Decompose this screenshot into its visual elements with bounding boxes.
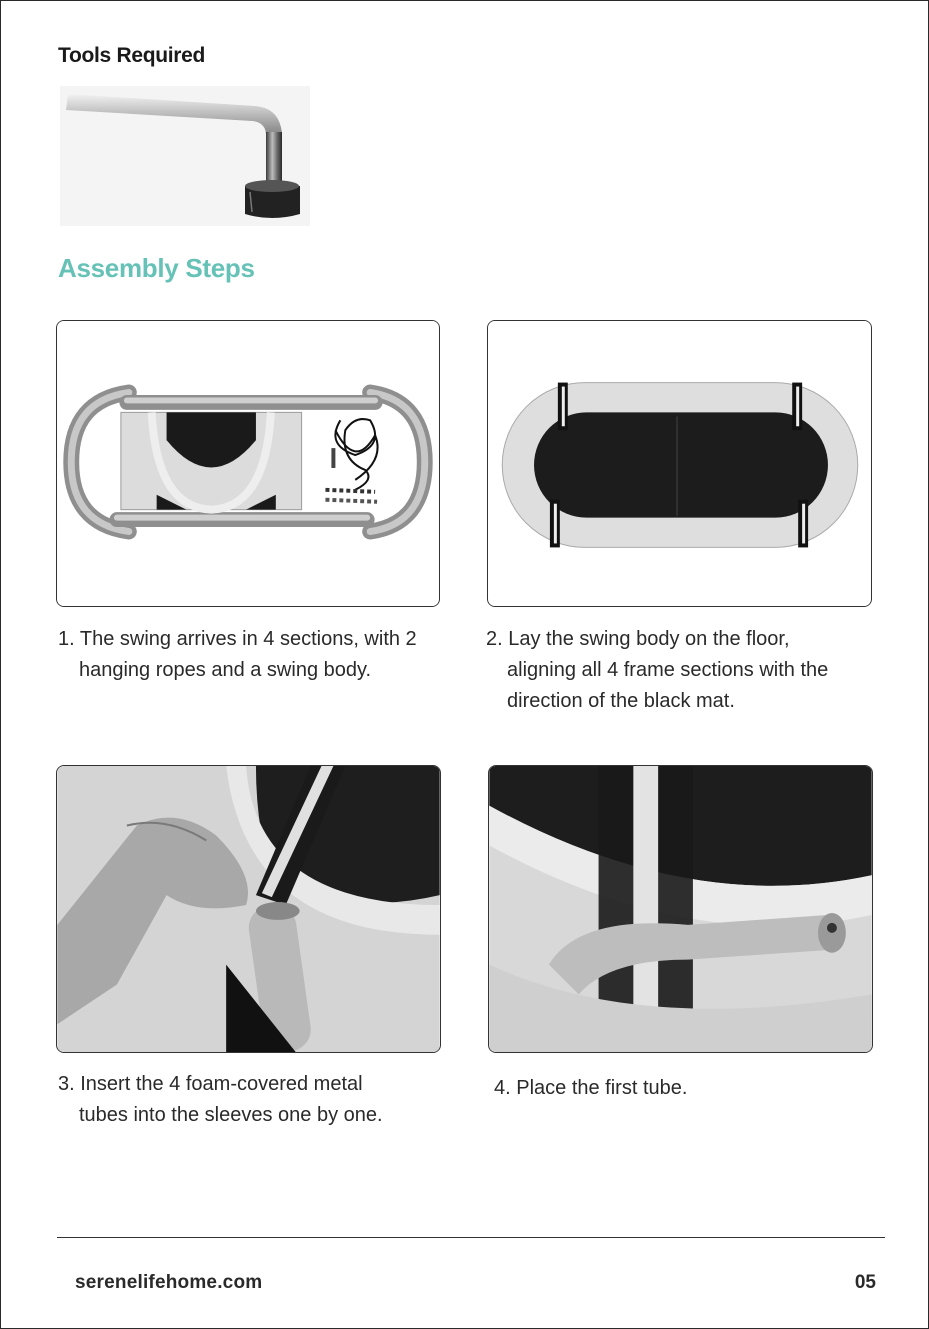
footer-website: serenelifehome.com	[75, 1272, 263, 1293]
step-2-caption-line1: 2. Lay the swing body on the floor,	[486, 628, 790, 650]
page-number: 05	[854, 1272, 876, 1293]
wrench-icon	[60, 86, 310, 226]
step-3-caption-line1: 3. Insert the 4 foam-covered metal	[58, 1073, 363, 1095]
step-2-caption-line2: aligning all 4 frame sections with the	[507, 659, 829, 681]
step-1-image	[56, 320, 440, 607]
tools-required-heading: Tools Required	[58, 44, 206, 67]
step-3-caption-line2: tubes into the sleeves one by one.	[79, 1104, 383, 1126]
step-4-caption	[494, 1073, 894, 1104]
step-4-caption-line1: 4. Place the first tube.	[494, 1077, 688, 1099]
step-2-caption-line3: direction of the black mat.	[507, 690, 735, 712]
step-2-image	[487, 320, 872, 607]
step-1-caption	[58, 624, 468, 686]
footer-divider	[57, 1237, 885, 1238]
step-1-caption-line1: 1. The swing arrives in 4 sections, with 2	[58, 628, 417, 650]
step-2-caption	[486, 624, 896, 717]
step-3-image	[56, 765, 441, 1053]
assembly-steps-heading: Assembly Steps	[58, 253, 255, 283]
step-4-image	[488, 765, 873, 1053]
step-3-caption	[58, 1069, 468, 1131]
step-1-caption-line2: hanging ropes and a swing body.	[79, 659, 372, 681]
